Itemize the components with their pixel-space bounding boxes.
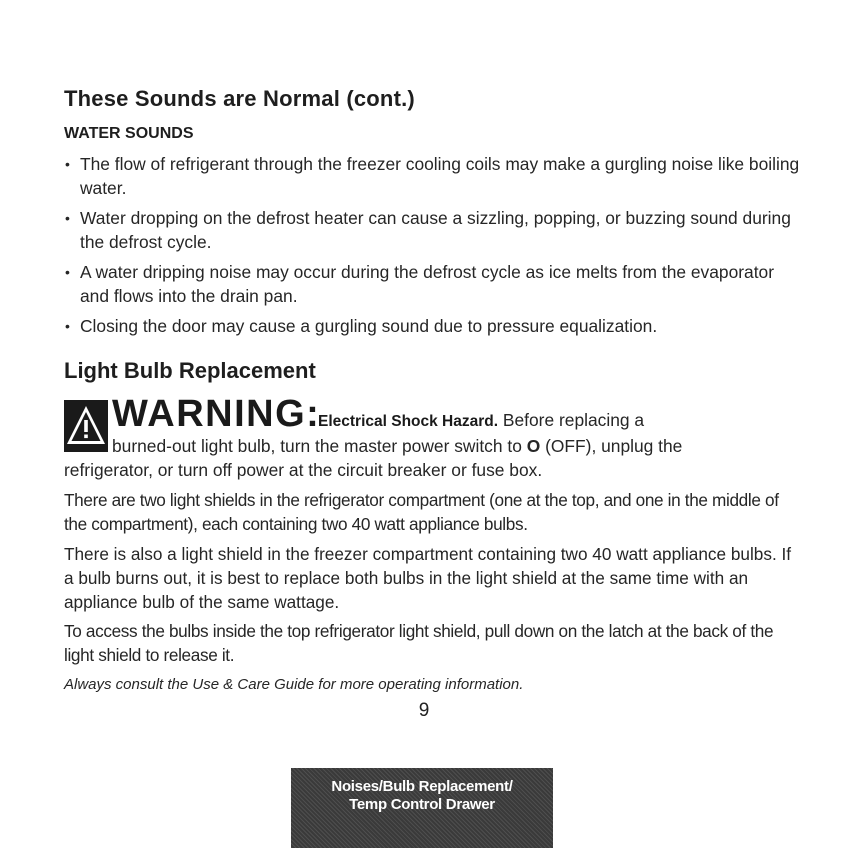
- list-item: [62, 152, 802, 200]
- off-symbol: O: [526, 436, 541, 456]
- list-item-text: The flow of refrigerant through the freezer cooling coils may make a gurgling noise like boiling water.: [80, 154, 800, 198]
- water-sounds-list: [62, 152, 802, 344]
- list-item: [62, 260, 802, 308]
- list-item-text: Water dropping on the defrost heater can cause a sizzling, popping, or buzzing sound during the defrost cycle.: [80, 208, 791, 252]
- list-item: [62, 314, 802, 338]
- list-item-text: Closing the door may cause a gurgling sound due to pressure equalization.: [80, 316, 658, 336]
- warning-text: Before replacing a: [502, 410, 645, 430]
- section-heading-light-bulb: Light Bulb Replacement: [64, 358, 316, 383]
- bullet-icon: •: [65, 264, 70, 280]
- list-item: [62, 206, 802, 254]
- bullet-icon: •: [65, 210, 70, 226]
- subheading-water-sounds: WATER SOUNDS: [64, 125, 194, 142]
- warning-text-line-1: [318, 408, 644, 434]
- tab-line-2: Temp Control Drawer: [349, 796, 495, 813]
- page-number: 9: [418, 700, 430, 721]
- footer-note: Always consult the Use & Care Guide for more operating information.: [64, 676, 524, 693]
- paragraph-light-shields: There are two light shields in the refrigerator compartment (one at the top, and one in the middle of the compartment), each containing two 40 watt appliance bulbs.: [64, 490, 779, 534]
- warning-text: (OFF), unplug the: [545, 436, 683, 456]
- warning-text: burned-out light bulb, turn the master power switch to: [112, 436, 522, 456]
- list-item-text: A water dripping noise may occur during the defrost cycle as ice melts from the evaporator and flows into the drain pan.: [80, 262, 775, 306]
- warning-triangle-icon: [64, 400, 108, 452]
- warning-text-line-3: refrigerator, or turn off power at the circuit breaker or fuse box.: [64, 460, 543, 480]
- bullet-icon: •: [65, 156, 70, 172]
- paragraph-freezer-shield: There is also a light shield in the freezer compartment containing two 40 watt appliance bulbs. If a bulb burns out, it is best to replace both bulbs in the light shield at the same time with an appliance bulb of the same wattage.: [64, 544, 792, 612]
- warning-label: WARNING:: [112, 393, 321, 435]
- hazard-label: Electrical Shock Hazard.: [318, 413, 499, 430]
- section-tab: [291, 768, 553, 848]
- bullet-icon: •: [65, 318, 70, 334]
- tab-line-1: Noises/Bulb Replacement/: [331, 778, 513, 795]
- section-heading-sounds: These Sounds are Normal (cont.): [64, 86, 415, 111]
- warning-text-line-2: [112, 434, 682, 458]
- paragraph-access-bulbs: To access the bulbs inside the top refrigerator light shield, pull down on the latch at the back of the light shield to release it.: [64, 621, 774, 665]
